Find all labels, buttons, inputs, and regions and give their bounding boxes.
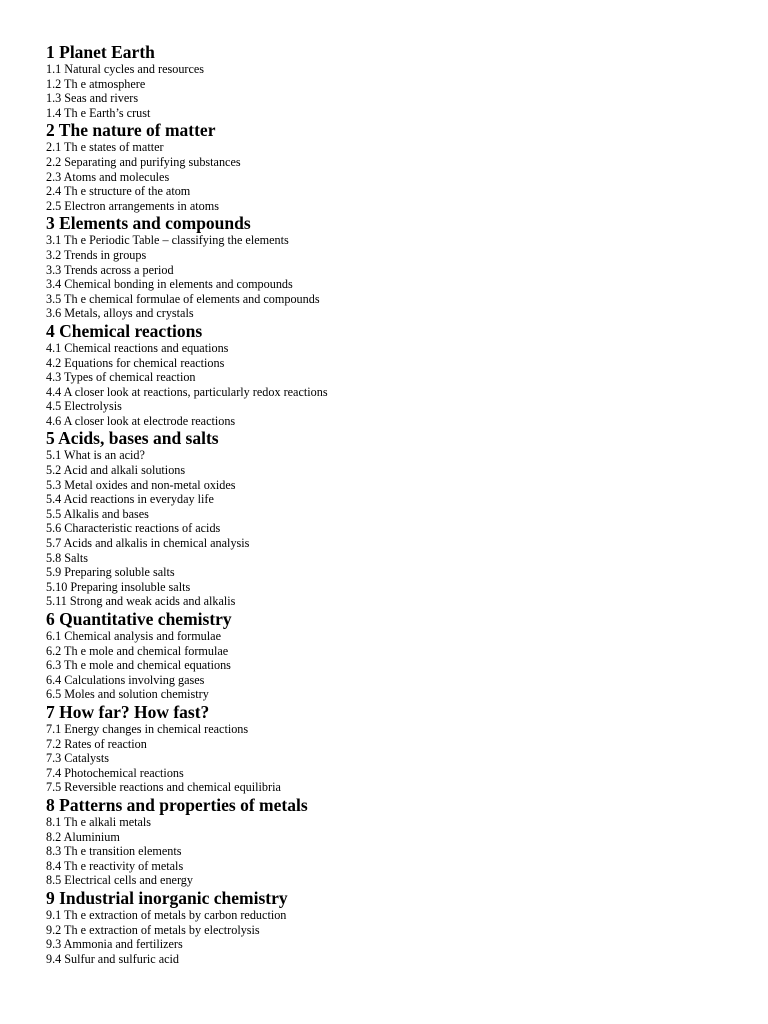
chapter-title: 3 Elements and compounds (46, 213, 251, 234)
section-item: 5.10 Preparing insoluble salts (46, 579, 191, 594)
section-item: 7.3 Catalysts (46, 751, 109, 766)
chapter-block (46, 321, 746, 429)
section-item: 9.1 Th e extraction of metals by carbon reduction (46, 907, 287, 922)
chapter-title: 6 Quantitative chemistry (46, 609, 232, 629)
section-item: 5.11 Strong and weak acids and alkalis (46, 594, 236, 609)
section-item: 6.3 Th e mole and chemical equations (46, 658, 231, 673)
section-item: 6.5 Moles and solution chemistry (46, 687, 209, 702)
section-item: 4.6 A closer look at electrode reactions (46, 413, 236, 428)
section-item: 8.1 Th e alkali metals (46, 814, 152, 829)
chapter-title: 1 Planet Earth (46, 42, 155, 62)
chapter-title: 4 Chemical reactions (46, 320, 203, 341)
section-item: 8.2 Aluminium (46, 829, 120, 844)
chapter-block (46, 213, 746, 321)
section-item: 3.5 Th e chemical formulae of elements and compounds (46, 291, 320, 306)
section-item: 2.1 Th e states of matter (46, 140, 164, 155)
section-item: 5.8 Salts (46, 550, 88, 565)
section-item: 5.6 Characteristic reactions of acids (46, 521, 221, 536)
chapter-block (46, 888, 746, 966)
section-item: 7.2 Rates of reaction (46, 736, 147, 751)
table-of-contents (46, 42, 746, 966)
section-item: 7.4 Photochemical reactions (46, 765, 184, 780)
section-item: 2.4 Th e structure of the atom (46, 184, 191, 199)
section-item: 8.5 Electrical cells and energy (46, 873, 193, 888)
section-item: 1.2 Th e atmosphere (46, 76, 146, 91)
section-item: 3.1 Th e Periodic Table – classifying the elements (46, 233, 289, 248)
section-item: 7.5 Reversible reactions and chemical equilibria (46, 780, 281, 795)
section-item: 3.2 Trends in groups (46, 247, 147, 262)
chapter-block (46, 42, 746, 120)
section-item: 5.3 Metal oxides and non-metal oxides (46, 477, 236, 492)
chapter-title: 2 The nature of matter (46, 120, 216, 141)
chapter-block (46, 702, 746, 795)
section-item: 4.4 A closer look at reactions, particularly redox reactions (46, 384, 328, 399)
section-item: 6.4 Calculations involving gases (46, 672, 205, 687)
section-item: 9.3 Ammonia and fertilizers (46, 937, 183, 952)
section-item: 1.3 Seas and rivers (46, 91, 139, 106)
chapter-block (46, 795, 746, 888)
section-item: 5.4 Acid reactions in everyday life (46, 492, 214, 507)
chapter-block (46, 609, 746, 702)
section-item: 6.1 Chemical analysis and formulae (46, 629, 221, 643)
section-item: 4.2 Equations for chemical reactions (46, 355, 225, 370)
chapter-title: 8 Patterns and properties of metals (46, 794, 308, 815)
chapter-block (46, 428, 746, 609)
section-item: 2.5 Electron arrangements in atoms (46, 198, 219, 213)
section-item: 5.2 Acid and alkali solutions (46, 463, 186, 478)
chapter-title: 7 How far? How fast? (46, 701, 210, 722)
section-item: 5.1 What is an acid? (46, 448, 145, 463)
section-item: 9.2 Th e extraction of metals by electrolysis (46, 922, 260, 937)
chapter-block (46, 120, 746, 213)
section-item: 2.2 Separating and purifying substances (46, 154, 241, 169)
section-item: 7.1 Energy changes in chemical reactions (46, 721, 249, 736)
section-item: 1.1 Natural cycles and resources (46, 62, 205, 76)
section-item: 5.9 Preparing soluble salts (46, 565, 175, 580)
section-item: 6.2 Th e mole and chemical formulae (46, 643, 229, 658)
section-item: 3.6 Metals, alloys and crystals (46, 306, 194, 321)
chapter-title: 5 Acids, bases and salts (46, 428, 219, 449)
section-item: 4.5 Electrolysis (46, 399, 122, 414)
section-item: 8.4 Th e reactivity of metals (46, 858, 184, 873)
section-item: 3.4 Chemical bonding in elements and compounds (46, 277, 293, 292)
section-item: 5.7 Acids and alkalis in chemical analysis (46, 536, 250, 551)
section-item: 3.3 Trends across a period (46, 262, 174, 277)
section-item: 4.1 Chemical reactions and equations (46, 340, 229, 355)
section-item: 9.4 Sulfur and sulfuric acid (46, 951, 180, 966)
section-item: 8.3 Th e transition elements (46, 844, 182, 859)
section-item: 1.4 Th e Earth’s crust (46, 105, 151, 120)
section-item: 2.3 Atoms and molecules (46, 169, 170, 184)
section-item: 5.5 Alkalis and bases (46, 506, 149, 521)
chapter-title: 9 Industrial inorganic chemistry (46, 887, 288, 908)
section-item: 4.3 Types of chemical reaction (46, 370, 196, 385)
